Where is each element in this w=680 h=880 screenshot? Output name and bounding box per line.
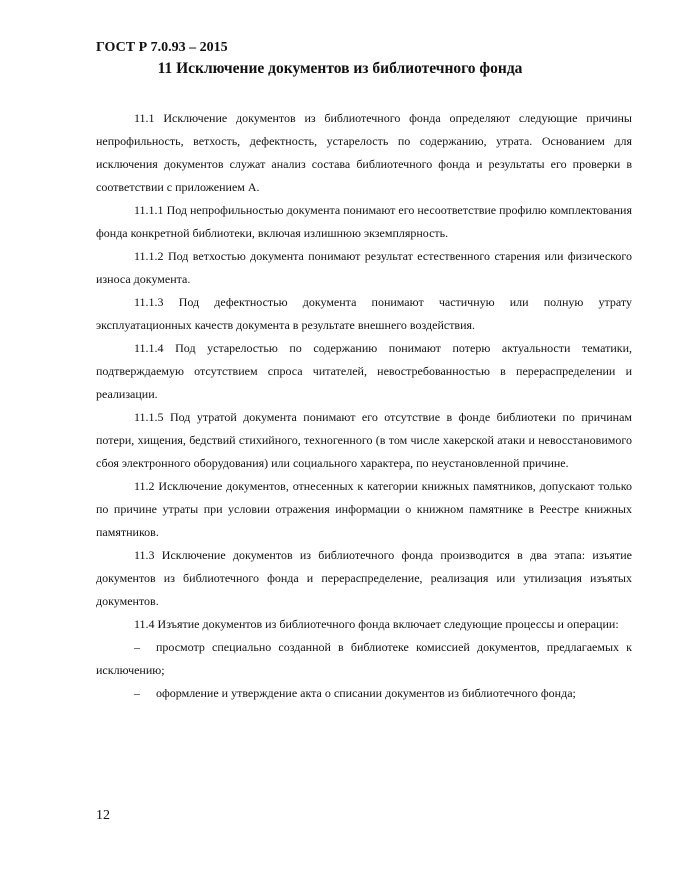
paragraph: 11.1 Исключение документов из библиотечного фонда определяют следующие причины непрофильность, ветхость, дефектность, устарелость по содержанию, утрата. Основанием для исключения документов служат анализ состава библиотечного фонда и результаты его проверки в соответствии с приложением А. xyxy=(96,111,632,194)
list-item xyxy=(96,636,632,682)
paragraph: 11.1.1 Под непрофильностью документа понимают его несоответствие профилю комплектования фонда конкретной библиотеки, включая излишнюю экземплярность. xyxy=(96,203,632,240)
list-item xyxy=(96,682,632,705)
document-header: ГОСТ Р 7.0.93 – 2015 xyxy=(96,40,228,55)
paragraph: 11.1.4 Под устарелостью по содержанию понимают потерю актуальности тематики, подтверждаемую отсутствием спроса читателей, невостребованностью в перераспределении и реализации. xyxy=(96,341,632,401)
paragraph: 11.1.5 Под утратой документа понимают его отсутствие в фонде библиотеки по причинам потери, хищения, бедствий стихийного, техногенного (в том числе хакерской атаки и невосстановимого сбоя электронного оборудования) или социального характера, по неустановленной причине. xyxy=(96,410,632,470)
document-body xyxy=(96,107,632,705)
list-item-text: просмотр специально созданной в библиотеке комиссией документов, предлагаемых к исключению; xyxy=(96,640,632,677)
paragraph: 11.3 Исключение документов из библиотечного фонда производится в два этапа: изъятие документов из библиотечного фонда и перераспределение, реализация или утилизация изъятых документов. xyxy=(96,548,632,608)
section-title: 11 Исключение документов из библиотечного фонда xyxy=(157,60,523,77)
paragraph: 11.2 Исключение документов, отнесенных к категории книжных памятников, допускают только по причине утраты при условии отражения информации о книжном памятнике в Реестре книжных памятников. xyxy=(96,479,632,539)
list-marker: – xyxy=(134,640,140,654)
list-item-text: оформление и утверждение акта о списании документов из библиотечного фонда; xyxy=(156,686,576,700)
page-number: 12 xyxy=(96,808,110,823)
paragraph: 11.4 Изъятие документов из библиотечного фонда включает следующие процессы и операции: xyxy=(134,617,619,631)
list-marker: – xyxy=(134,686,140,700)
paragraph: 11.1.3 Под дефектностью документа понимают частичную или полную утрату эксплуатационных качеств документа в результате внешнего воздействия. xyxy=(96,295,632,332)
paragraph: 11.1.2 Под ветхостью документа понимают результат естественного старения или физического износа документа. xyxy=(96,249,632,286)
